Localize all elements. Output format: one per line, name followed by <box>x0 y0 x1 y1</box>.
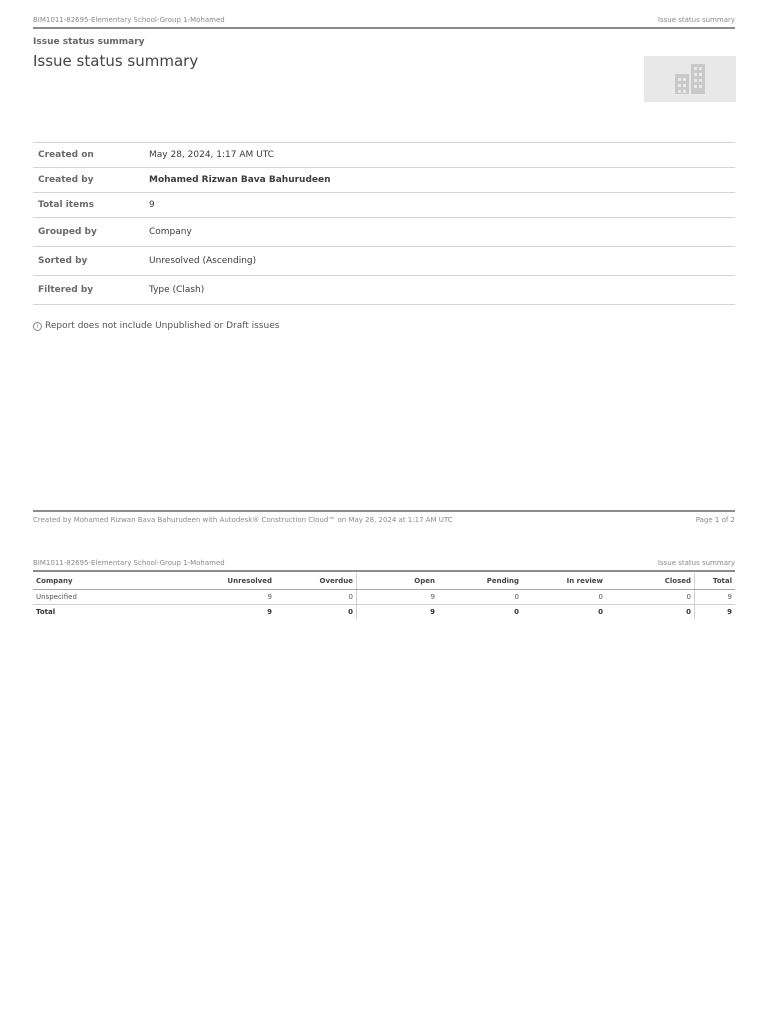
page2-header-divider <box>33 570 735 572</box>
cell-total: 9 <box>695 590 736 605</box>
cell-open: 9 <box>430 608 435 616</box>
cell-in-review: 0 <box>522 590 606 605</box>
header-divider <box>33 27 735 29</box>
details-row-total-items <box>33 193 735 218</box>
building-icon <box>673 63 707 95</box>
table-row <box>33 590 735 605</box>
cell-open: 9 <box>357 590 439 605</box>
footer-divider <box>33 510 735 512</box>
cell-closed: 0 <box>606 605 695 620</box>
details-value: Mohamed Rizwan Bava Bahurudeen <box>144 168 735 193</box>
issue-status-summary-table <box>33 573 735 619</box>
report-note <box>33 321 279 331</box>
summary-header-row <box>33 573 735 590</box>
details-label: Sorted by <box>33 247 144 276</box>
column-header-pending: Pending <box>438 573 522 590</box>
company-logo-placeholder <box>644 56 736 102</box>
column-header-total: Total <box>695 573 736 590</box>
cell-unresolved: 9 <box>169 590 275 605</box>
page-number: Page 1 of 2 <box>695 516 735 524</box>
cell-unresolved: 9 <box>267 608 272 616</box>
details-row-filtered-by <box>33 276 735 305</box>
column-header-company: Company <box>33 573 169 590</box>
details-value: Company <box>144 218 735 247</box>
column-header-unresolved: Unresolved <box>169 573 275 590</box>
column-header-in-review: In review <box>522 573 606 590</box>
page-footer-created: Created by Mohamed Rizwan Bava Bahurudeen with Autodesk® Construction Cloud™ on May 28, 2024 at 1:17 AM UTC <box>33 516 453 524</box>
details-value: Type (Clash) <box>144 276 735 305</box>
details-row-created-by <box>33 168 735 193</box>
cell-company: Total <box>36 608 56 616</box>
report-details-table <box>33 142 735 305</box>
details-value: 9 <box>144 193 735 218</box>
details-row-created-on <box>33 143 735 168</box>
column-header-open: Open <box>357 573 439 590</box>
cell-closed: 0 <box>606 590 695 605</box>
cell-overdue: 0 <box>275 605 357 620</box>
info-icon: i <box>33 322 42 331</box>
cell-in-review: 0 <box>598 608 603 616</box>
details-label: Created on <box>33 143 144 168</box>
page2-header-report: Issue status summary <box>657 559 735 567</box>
cell-pending: 0 <box>438 590 522 605</box>
details-label: Grouped by <box>33 218 144 247</box>
details-value: Unresolved (Ascending) <box>144 247 735 276</box>
details-label: Total items <box>33 193 144 218</box>
details-label: Filtered by <box>33 276 144 305</box>
table-total-row <box>33 605 735 620</box>
cell-overdue: 0 <box>275 590 357 605</box>
page-header-project: BIM1011-82695-Elementary School-Group 1-Mohamed <box>33 16 225 24</box>
page-title: Issue status summary <box>33 52 199 70</box>
page-header-report: Issue status summary <box>657 16 735 24</box>
cell-company: Unspecified <box>33 590 169 605</box>
page2-header-project: BIM1011-82695-Elementary School-Group 1-Mohamed <box>33 559 225 567</box>
details-row-sorted-by <box>33 247 735 276</box>
details-row-grouped-by <box>33 218 735 247</box>
column-header-closed: Closed <box>606 573 695 590</box>
report-note-text: Report does not include Unpublished or Draft issues <box>45 321 280 331</box>
details-value: May 28, 2024, 1:17 AM UTC <box>144 143 735 168</box>
cell-pending: 0 <box>514 608 519 616</box>
section-label: Issue status summary <box>33 37 145 47</box>
column-header-overdue: Overdue <box>275 573 357 590</box>
cell-total: 9 <box>727 608 732 616</box>
details-label: Created by <box>33 168 144 193</box>
